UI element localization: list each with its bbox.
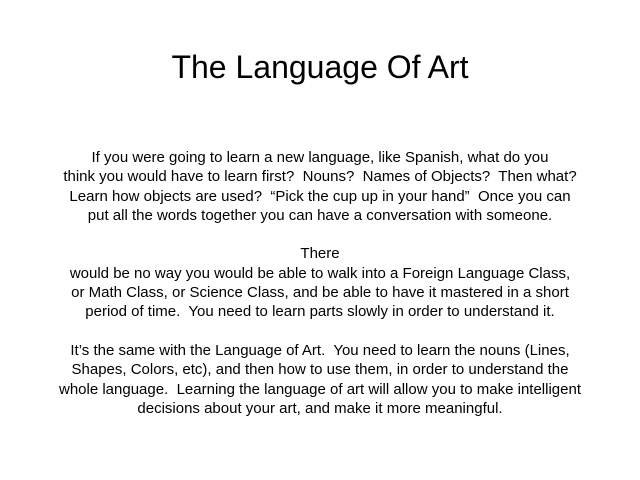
- text-line: would be no way you would be able to walk into a Foreign Language Class,: [69, 264, 571, 282]
- text-line: put all the words together you can have a conversation with someone.: [87, 206, 553, 224]
- paragraph-language-of-art: [0, 341, 640, 418]
- paragraph-intro: [0, 148, 640, 225]
- text-line: If you were going to learn a new language, like Spanish, what do you: [91, 149, 549, 166]
- text-line: Learn how objects are used? “Pick the cup up in your hand” Once you can: [69, 187, 571, 205]
- text-line: or Math Class, or Science Class, and be able to have it mastered in a short: [71, 284, 569, 302]
- paragraph-there: [0, 244, 640, 321]
- text-line: whole language. Learning the language of art will allow you to make intelligent: [58, 380, 581, 398]
- text-line: think you would have to learn first? Nouns? Names of Objects? Then what?: [63, 168, 577, 186]
- text-line: period of time. You need to learn parts slowly in order to understand it.: [85, 303, 555, 321]
- text-line: decisions about your art, and make it more meaningful.: [137, 399, 503, 417]
- text-line: It’s the same with the Language of Art. You need to learn the nouns (Lines,: [70, 341, 570, 359]
- slide-body-text: [0, 148, 640, 437]
- text-line: Shapes, Colors, etc), and then how to use them, in order to understand the: [71, 361, 569, 379]
- slide-title: The Language Of Art: [171, 49, 469, 85]
- text-line: There: [300, 245, 340, 263]
